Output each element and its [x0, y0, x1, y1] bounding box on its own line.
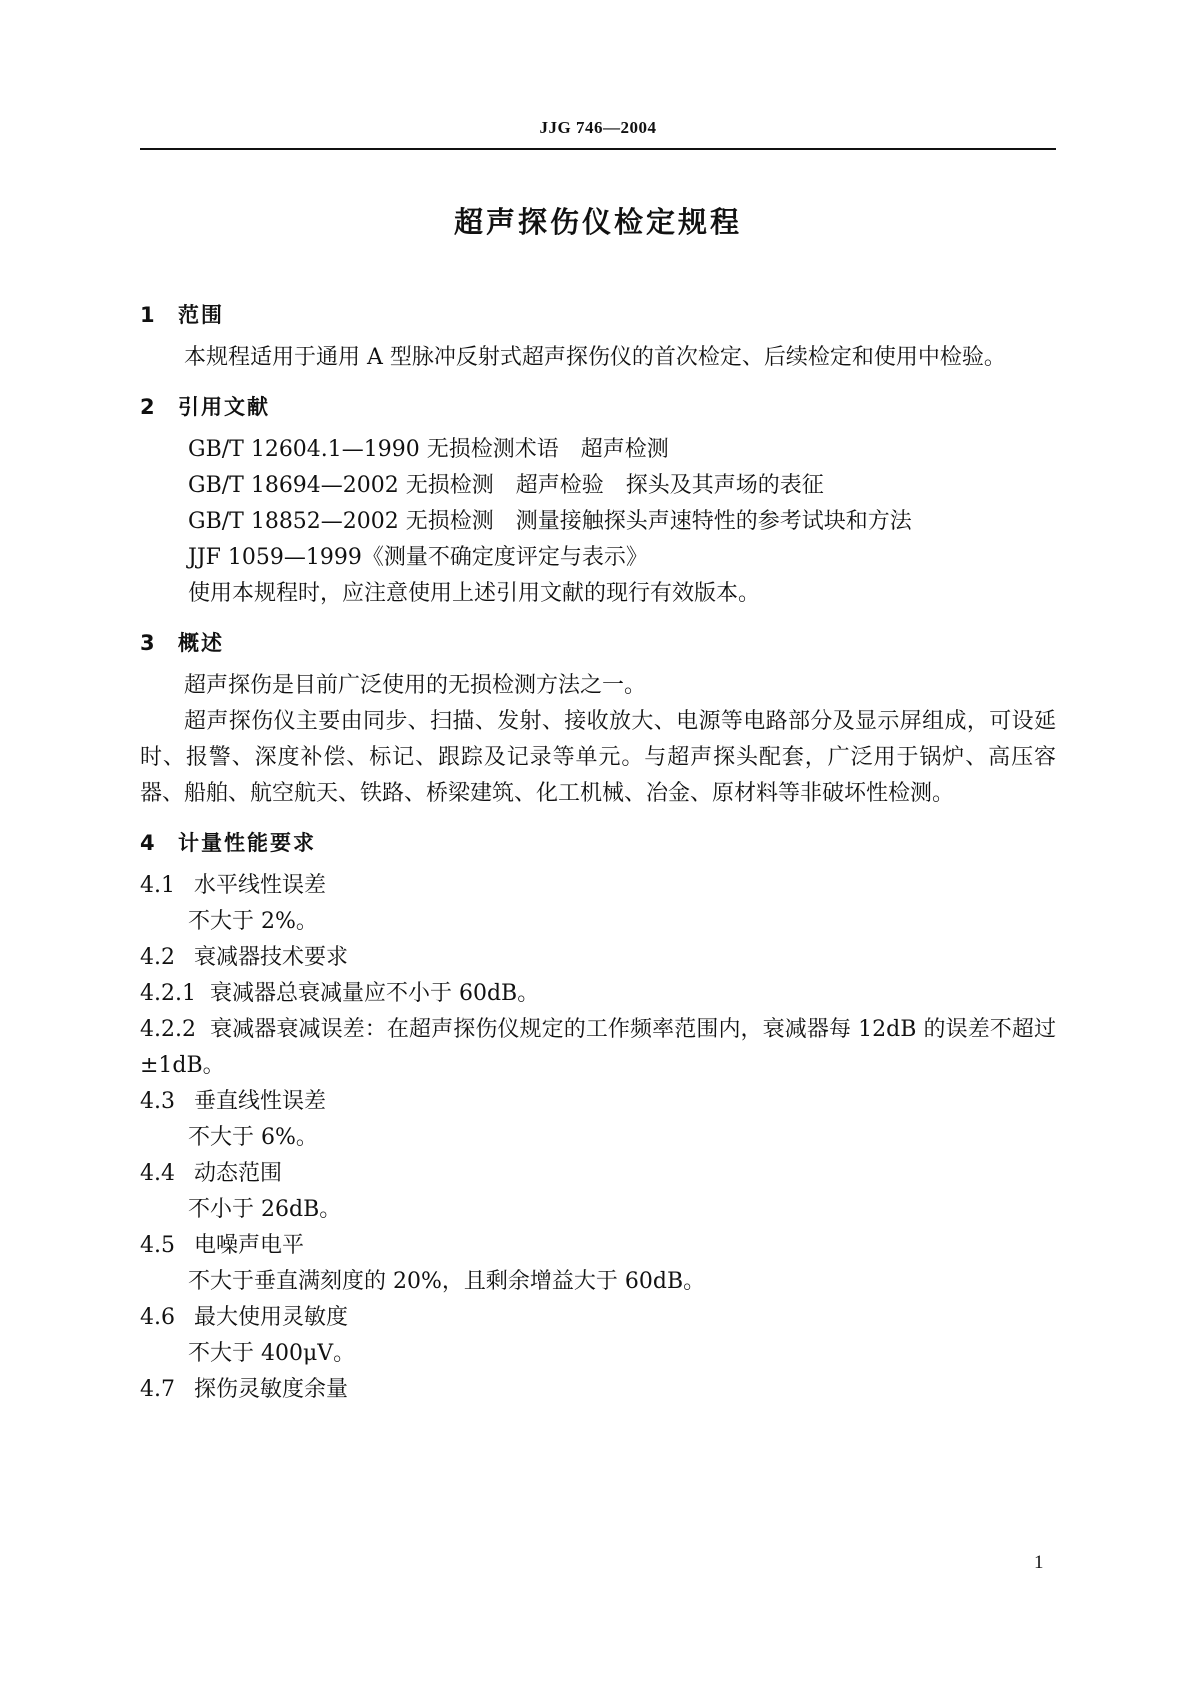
section-title: 计量性能要求 [178, 831, 316, 855]
section-heading-1 [140, 298, 1056, 332]
reference-item: GB/T 18852—2002 无损检测 测量接触探头声速特性的参考试块和方法 [188, 509, 912, 534]
clause-number: 4.7 [140, 1377, 175, 1402]
clause-title: 垂直线性误差 [194, 1089, 327, 1114]
clause-4-1 [140, 868, 1056, 904]
clause-title: 水平线性误差 [194, 873, 327, 898]
section-heading-2 [140, 390, 1056, 424]
clause-value: 不大于 6%。 [188, 1125, 318, 1150]
section-title: 概述 [178, 631, 224, 655]
reference-note: 使用本规程时，应注意使用上述引用文献的现行有效版本。 [188, 581, 761, 606]
clause-value: 不大于 400μV。 [188, 1341, 356, 1366]
clause-number: 4.6 [140, 1305, 175, 1330]
section-number: 3 [140, 631, 155, 655]
reference-item: JJF 1059—1999《测量不确定度评定与表示》 [188, 545, 648, 570]
clause-title: 电噪声电平 [194, 1233, 305, 1258]
header-divider [140, 148, 1056, 150]
section-heading-4 [140, 826, 1056, 860]
clause-number: 4.2.2 [140, 1017, 196, 1042]
clause-number: 4.2 [140, 945, 175, 970]
scope-paragraph: 本规程适用于通用 A 型脉冲反射式超声探伤仪的首次检定、后续检定和使用中检验。 [184, 345, 1006, 370]
clause-text: 衰减器总衰减量应不小于 60dB。 [209, 981, 540, 1006]
clause-4-2-2 [140, 1012, 1056, 1084]
overview-paragraph: 超声探伤仪主要由同步、扫描、发射、接收放大、电源等电路部分及显示屏组成，可设延时、报警、深度补偿、标记、跟踪及记录等单元。与超声探头配套，广泛用于锅炉、高压容器、船舶、航空航天、铁路、桥梁建筑、化工机械、冶金、原材料等非破坏性检测。 [140, 709, 1056, 806]
standard-code-header: JJG 746—2004 [539, 118, 657, 137]
clause-4-2-1 [140, 976, 1056, 1012]
reference-item: GB/T 12604.1—1990 无损检测术语 超声检测 [188, 437, 669, 462]
reference-item: GB/T 18694—2002 无损检测 超声检验 探头及其声场的表征 [188, 473, 824, 498]
section-number: 2 [140, 395, 155, 419]
section-number: 4 [140, 831, 155, 855]
clause-value: 不大于垂直满刻度的 20%，且剩余增益大于 60dB。 [188, 1269, 706, 1294]
clause-text: 衰减器衰减误差：在超声探伤仪规定的工作频率范围内，衰减器每 12dB 的误差不超过±1dB。 [140, 1017, 1056, 1078]
document-body [140, 298, 1056, 1408]
clause-value: 不小于 26dB。 [188, 1197, 342, 1222]
clause-4-7 [140, 1372, 1056, 1408]
clause-title: 衰减器技术要求 [194, 945, 349, 970]
clause-4-3 [140, 1084, 1056, 1120]
clause-number: 4.3 [140, 1089, 175, 1114]
reference-list [140, 432, 1056, 612]
clause-value: 不大于 2%。 [188, 909, 318, 934]
requirements-list [140, 868, 1056, 1408]
clause-number: 4.1 [140, 873, 175, 898]
section-number: 1 [140, 303, 155, 327]
clause-number: 4.5 [140, 1233, 175, 1258]
clause-title: 最大使用灵敏度 [194, 1305, 349, 1330]
clause-4-4 [140, 1156, 1056, 1192]
page-number: 1 [1034, 1552, 1044, 1573]
section-title: 引用文献 [178, 395, 270, 419]
clause-4-2 [140, 940, 1056, 976]
document-title: 超声探伤仪检定规程 [453, 205, 742, 239]
clause-4-5 [140, 1228, 1056, 1264]
clause-number: 4.2.1 [140, 981, 196, 1006]
clause-title: 探伤灵敏度余量 [194, 1377, 349, 1402]
clause-number: 4.4 [140, 1161, 175, 1186]
clause-4-6 [140, 1300, 1056, 1336]
section-heading-3 [140, 626, 1056, 660]
overview-paragraph: 超声探伤是目前广泛使用的无损检测方法之一。 [184, 673, 647, 698]
section-title: 范围 [178, 303, 224, 327]
clause-title: 动态范围 [194, 1161, 283, 1186]
